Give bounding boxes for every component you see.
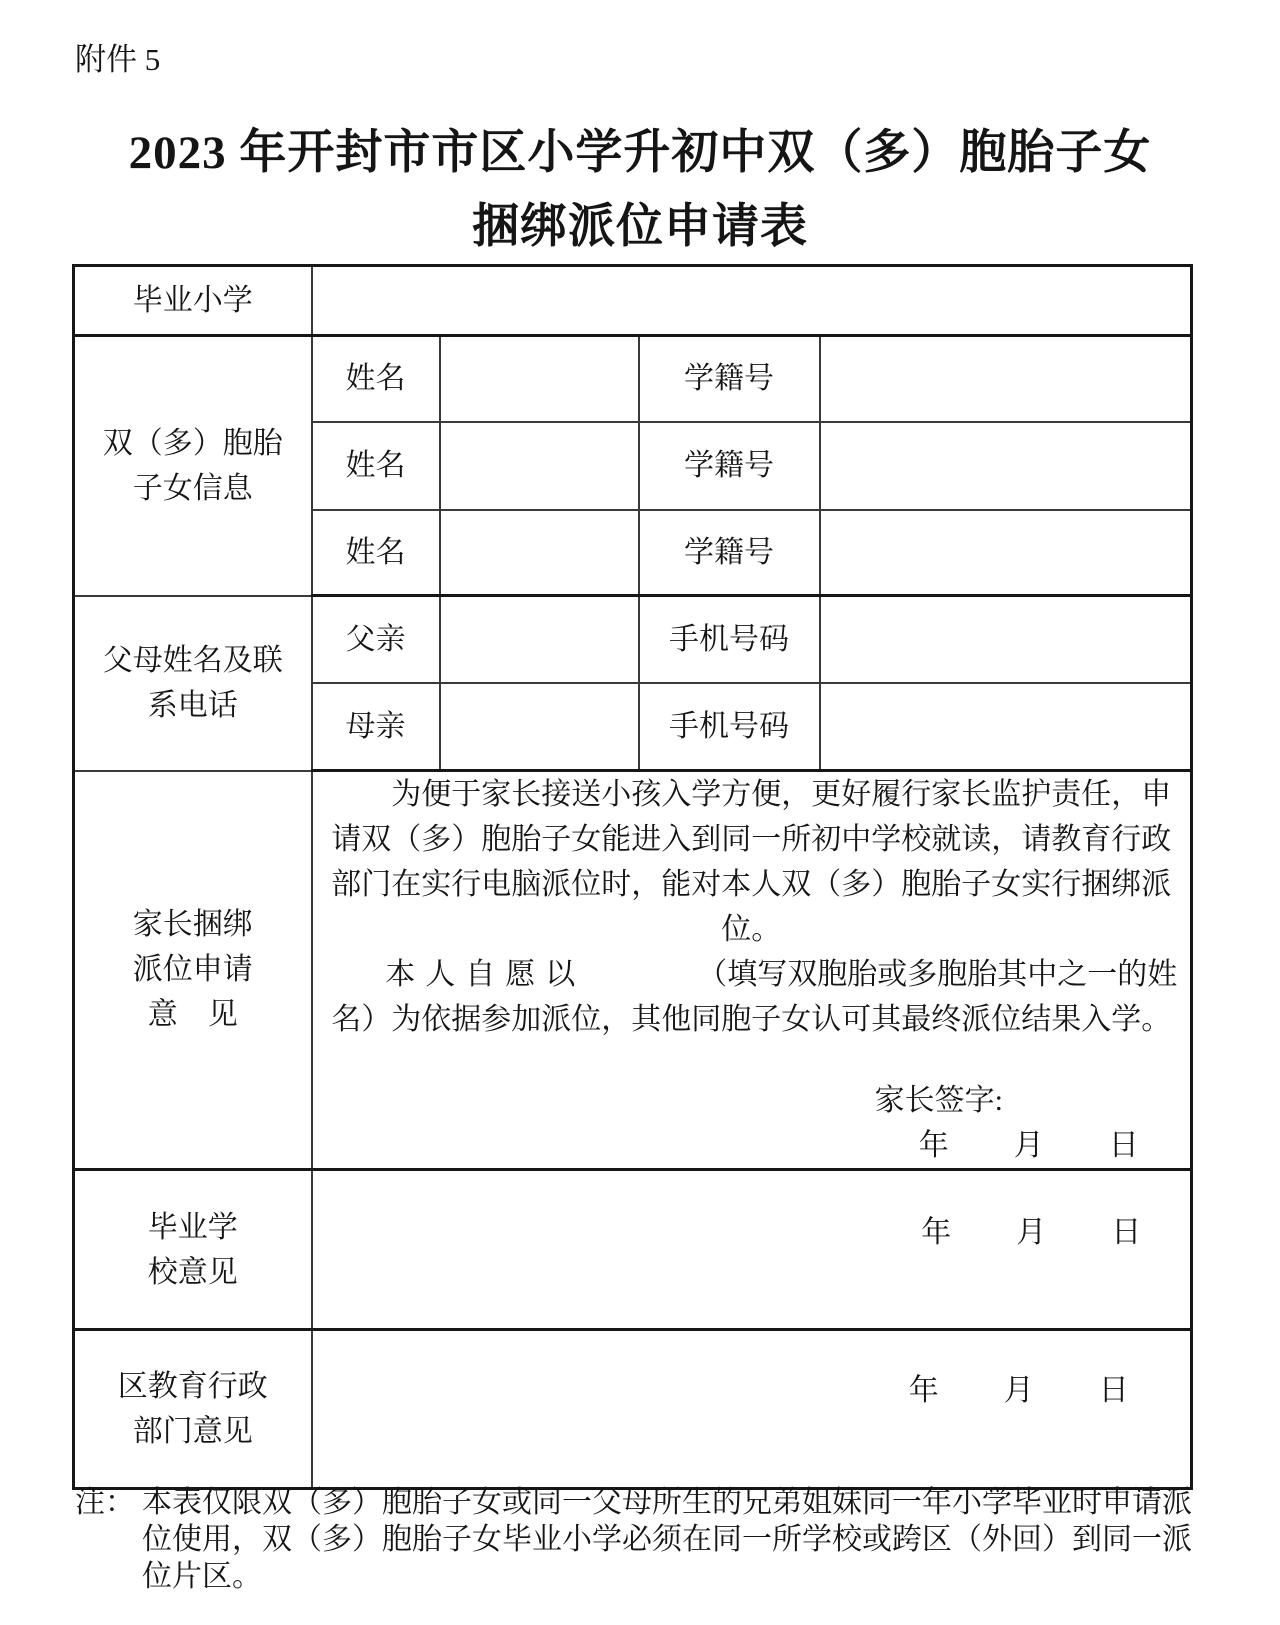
district-opinion-content-cell [312,1330,1192,1489]
parents-section-label-line2: 系电话 [147,689,238,722]
father-label: 父亲 [312,596,440,683]
school-opinion-label-line2: 校意见 [147,1255,238,1289]
month-label: 月 [1016,1216,1047,1249]
footnote-line3: 位片区。 [142,1560,262,1593]
father-row [74,596,1192,683]
year-label: 年 [921,1216,952,1249]
mother-name-value-cell [440,683,639,771]
parent-date-line [868,1123,1191,1168]
twins-section-label-line2: 子女信息 [132,471,253,505]
graduating-school-row [74,266,1192,336]
twin-1-name-value-cell [440,336,639,422]
mother-phone-label: 手机号码 [639,683,820,771]
opinion-section-label [74,771,312,1170]
day-label: 日 [1111,1216,1142,1249]
footnote-line1: 本表仅限双（多）胞胎子女或同一父母所生的兄弟姐妹同一年小学毕业时申请派 [142,1486,1192,1519]
opinion-paragraph2-line1 [313,952,1191,997]
footnote-line2: 位使用，双（多）胞胎子女毕业小学必须在同一所学校或跨区（外回）到同一派 [142,1523,1192,1556]
opinion-paragraph2-prefix: 本人自愿以 [385,958,586,991]
form-title [0,116,1280,264]
footnote-prefix: 注： [75,1486,135,1519]
district-opinion-label [74,1330,312,1489]
day-label: 日 [1108,1129,1139,1162]
district-date-line [848,1368,1191,1413]
parent-signature-label: 家长签字: [874,1084,1003,1117]
twin-row-1 [74,336,1192,422]
attachment-label: 附件 5 [75,42,161,77]
opinion-paragraph1-line2: 请双（多）胞胎子女能进入到同一所初中学校就读，请教育行政 [331,823,1172,856]
opinion-paragraph1-line3: 部门在实行电脑派位时，能对本人双（多）胞胎子女实行捆绑派 [331,868,1172,901]
form-title-line1: 2023 年开封市市区小学升初中双（多）胞胎子女 [128,127,1152,179]
twin-3-student-id-value-cell [820,510,1192,596]
graduating-school-label: 毕业小学 [74,266,312,336]
parents-section-label-line1: 父母姓名及联 [102,644,283,677]
twin-1-student-id-label: 学籍号 [639,336,820,422]
application-form-table [72,264,1193,1490]
twin-3-student-id-label: 学籍号 [639,510,820,596]
father-name-value-cell [440,596,639,683]
twin-2-name-label: 姓名 [312,422,440,510]
month-label: 月 [1003,1373,1034,1407]
school-opinion-row [74,1170,1192,1330]
opinion-paragraph2-line2: 名）为依据参加派位，其他同胞子女认可其最终派位结果入学。 [331,1003,1172,1036]
district-opinion-row [74,1330,1192,1489]
year-label: 年 [908,1373,939,1407]
father-phone-value-cell [820,596,1192,683]
twin-2-student-id-label: 学籍号 [639,422,820,510]
district-opinion-label-line1: 区教育行政 [117,1370,268,1403]
twins-section-label-line1: 双（多）胞胎 [102,426,283,460]
form-title-line2: 捆绑派位申请表 [472,201,808,253]
opinion-section-label-line2: 派位申请 [132,953,253,987]
school-opinion-label [74,1170,312,1330]
mother-label: 母亲 [312,683,440,771]
parent-opinion-row [74,771,1192,1170]
district-opinion-label-line2: 部门意见 [132,1415,253,1448]
twin-2-name-value-cell [440,422,639,510]
twin-1-student-id-value-cell [820,336,1192,422]
opinion-paragraph2-line1-rest: （填写双胞胎或多胞胎其中之一的姓 [697,958,1178,991]
footnote-body [142,1484,1193,1595]
twin-3-name-value-cell [440,510,639,596]
footnote [75,1484,1193,1595]
twins-section-label [74,336,312,596]
school-opinion-label-line1: 毕业学 [147,1210,238,1244]
day-label: 日 [1098,1373,1129,1407]
twin-2-student-id-value-cell [820,422,1192,510]
graduating-school-value-cell [312,266,1192,336]
twin-1-name-label: 姓名 [312,336,440,422]
school-date-line [873,1210,1191,1255]
opinion-paragraph1-line4: 位。 [721,913,782,946]
mother-phone-value-cell [820,683,1192,771]
year-label: 年 [918,1129,949,1162]
month-label: 月 [1013,1129,1044,1162]
opinion-section-label-line3: 意 见 [147,998,238,1032]
parents-section-label [74,596,312,771]
opinion-content-cell [312,771,1192,1170]
school-opinion-content-cell [312,1170,1192,1330]
chosen-child-name-blank [585,983,697,984]
opinion-paragraph1-line1: 为便于家长接送小孩入学方便，更好履行家长监护责任，申 [391,778,1172,811]
twin-3-name-label: 姓名 [312,510,440,596]
father-phone-label: 手机号码 [639,596,820,683]
opinion-section-label-line1: 家长捆绑 [132,908,253,942]
